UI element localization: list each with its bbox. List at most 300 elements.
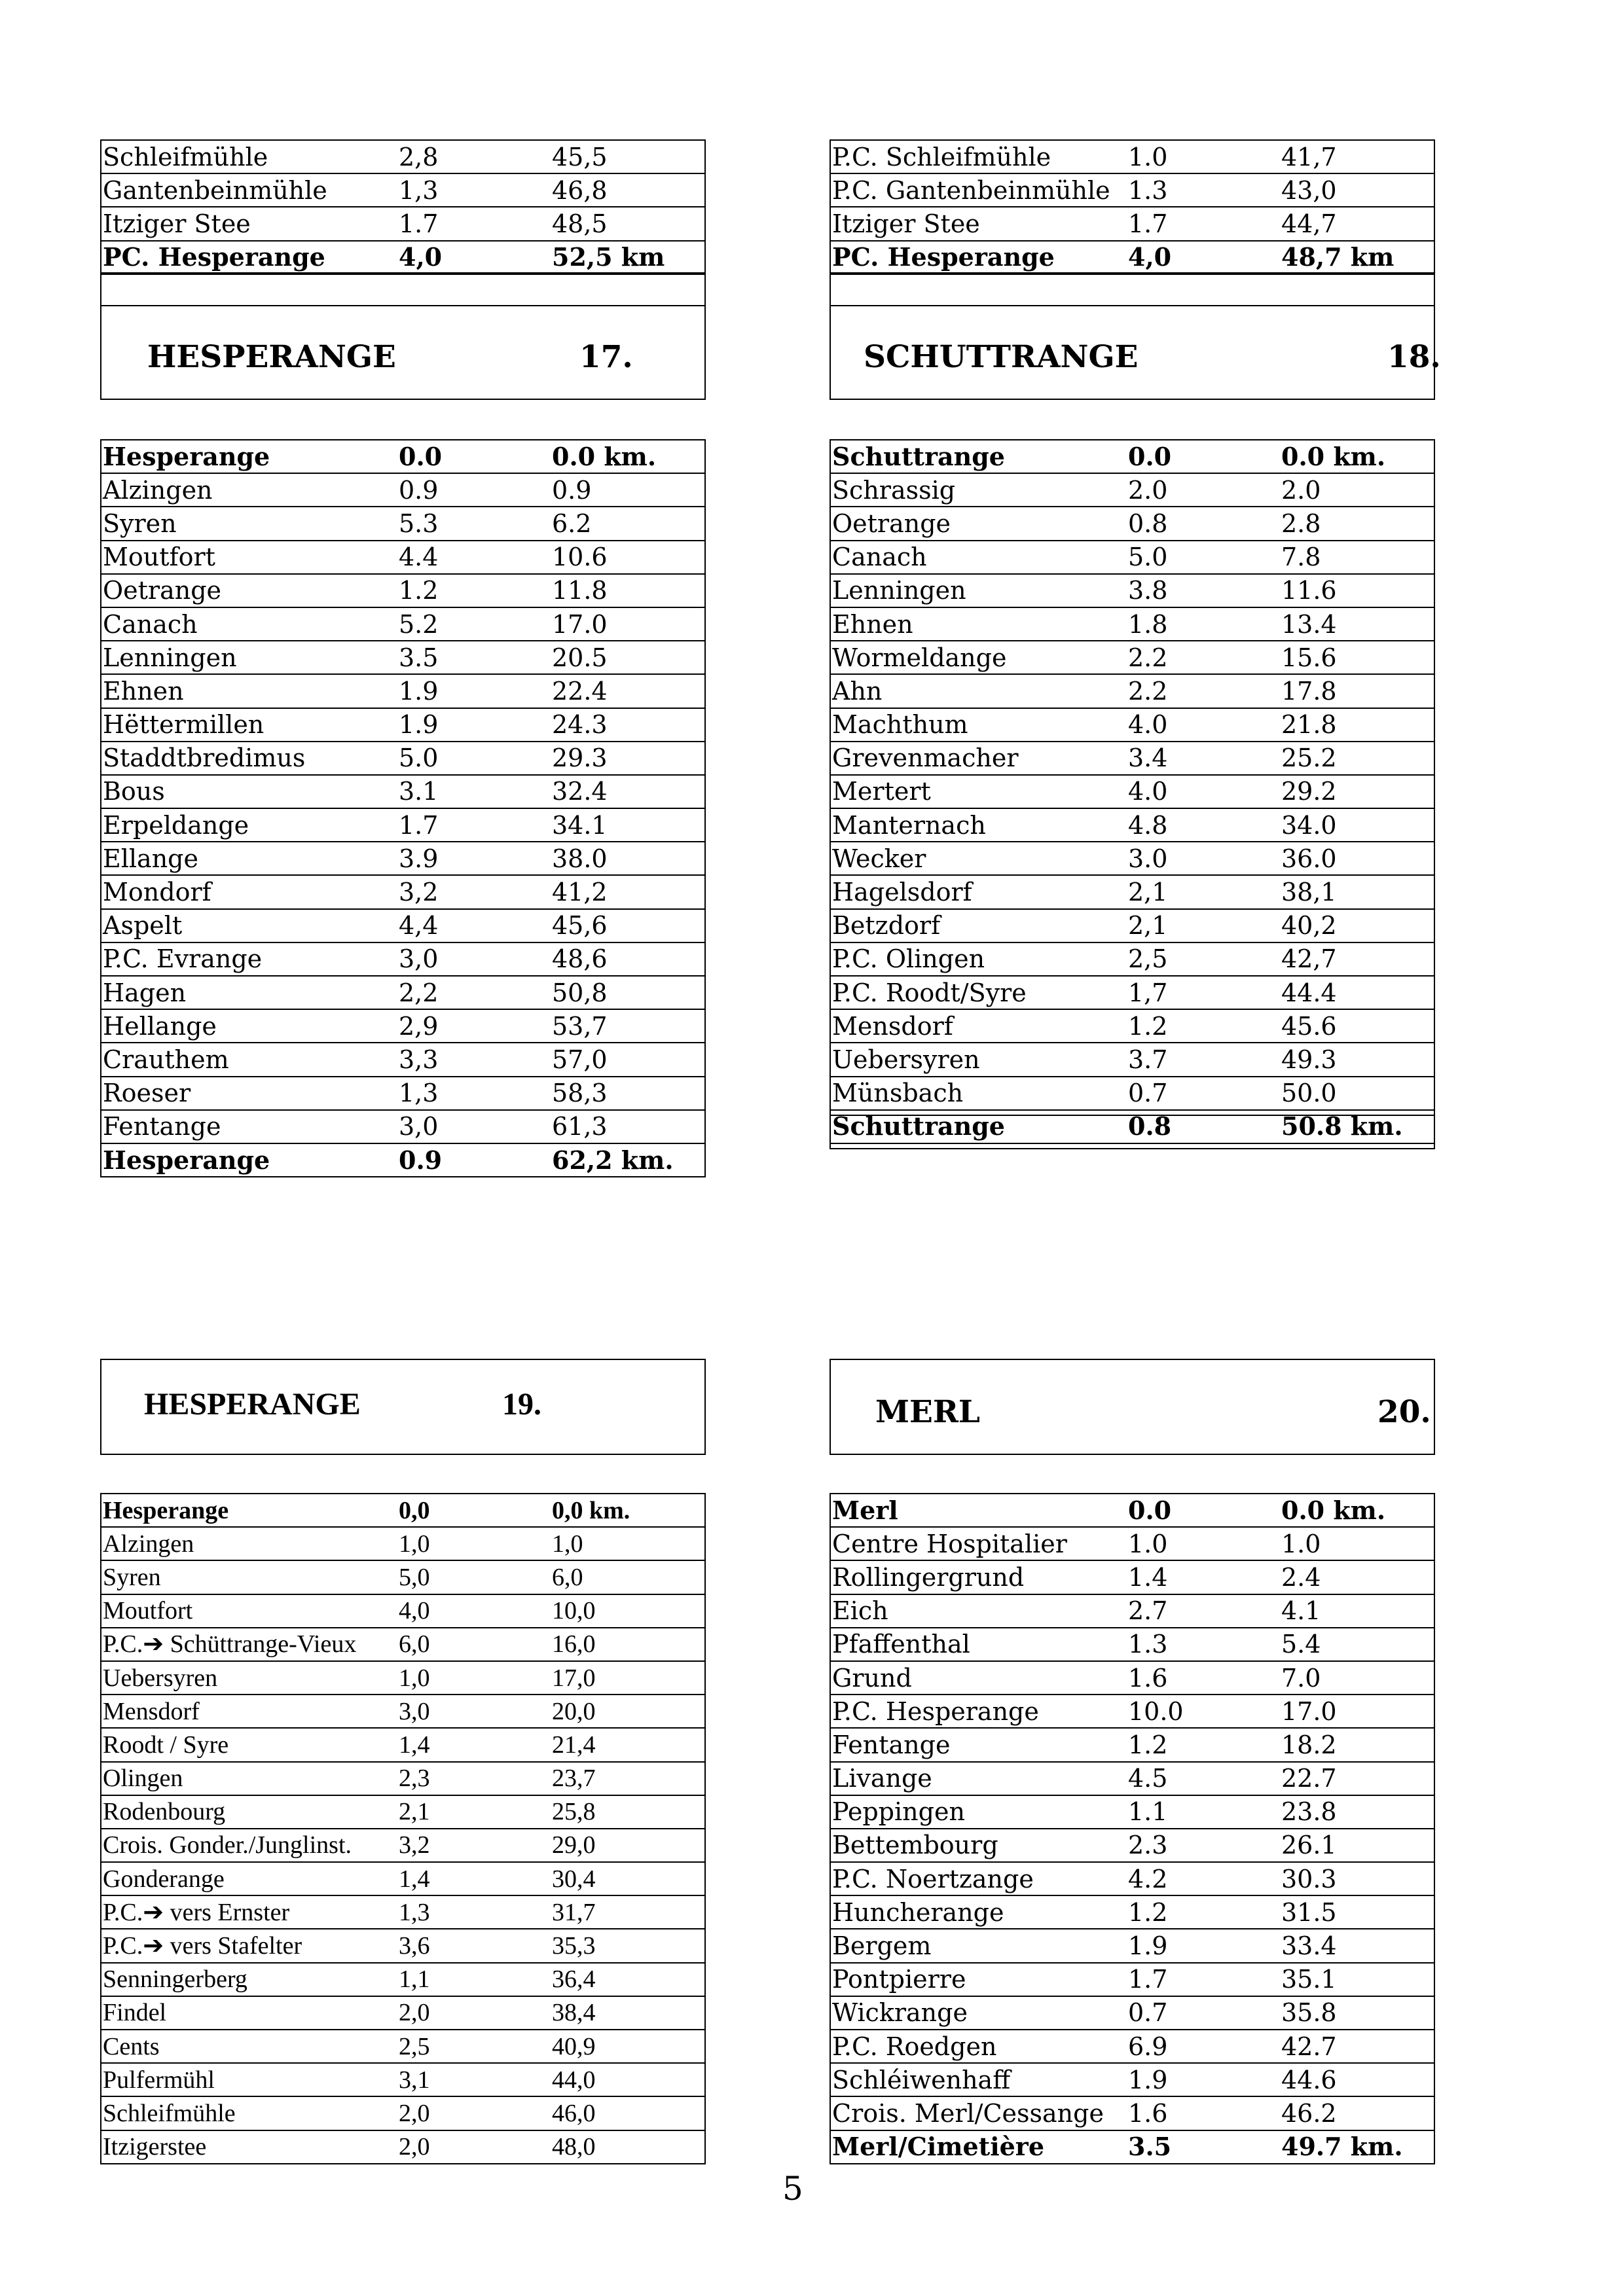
distance-cell: 2.3 bbox=[1127, 1829, 1280, 1862]
place-cell: Schléiwenhaff bbox=[830, 2063, 1127, 2096]
total-cell: 20.5 bbox=[551, 641, 705, 674]
place-cell: Ehnen bbox=[101, 674, 397, 708]
total-cell: 50.0 bbox=[1280, 1077, 1434, 1110]
route-20-title-box bbox=[830, 1359, 1435, 1455]
distance-cell: 1,0 bbox=[397, 1661, 551, 1695]
place-cell: Fentange bbox=[830, 1728, 1127, 1761]
distance-cell: 3.1 bbox=[397, 775, 551, 808]
table-row bbox=[101, 1110, 705, 1143]
distance-cell: 5.3 bbox=[397, 507, 551, 540]
table-row bbox=[101, 207, 705, 240]
distance-cell: 0.7 bbox=[1127, 1996, 1280, 2030]
table-row bbox=[101, 2130, 705, 2164]
top-left-blank-row bbox=[100, 272, 706, 306]
table-row bbox=[830, 808, 1434, 842]
table-row bbox=[830, 241, 1434, 274]
table-row bbox=[101, 541, 705, 574]
place-cell: Hëttermillen bbox=[101, 708, 397, 742]
total-cell: 53,7 bbox=[551, 1009, 705, 1043]
table-row bbox=[830, 607, 1434, 641]
table-row bbox=[830, 1695, 1434, 1728]
table-row bbox=[830, 1594, 1434, 1628]
table-row bbox=[101, 1594, 705, 1628]
total-cell: 52,5 km bbox=[551, 241, 705, 274]
distance-cell: 1.2 bbox=[397, 574, 551, 607]
table-row bbox=[830, 1494, 1434, 1527]
place-cell: P.C. Noertzange bbox=[830, 1862, 1127, 1895]
table-row bbox=[830, 140, 1434, 173]
total-cell: 58,3 bbox=[551, 1077, 705, 1110]
place-cell: Lenningen bbox=[830, 574, 1127, 607]
table-row bbox=[830, 1043, 1434, 1076]
route-20-table bbox=[830, 1493, 1435, 2164]
table-row bbox=[101, 808, 705, 842]
total-cell: 20,0 bbox=[551, 1695, 705, 1728]
distance-cell: 1.6 bbox=[1127, 1661, 1280, 1695]
distance-cell: 1.0 bbox=[1127, 140, 1280, 173]
place-cell: PC. Hesperange bbox=[101, 241, 397, 274]
table-row bbox=[101, 1795, 705, 1829]
total-cell: 26.1 bbox=[1280, 1829, 1434, 1862]
place-cell: Lenningen bbox=[101, 641, 397, 674]
table-row bbox=[101, 140, 705, 173]
total-cell: 22.7 bbox=[1280, 1762, 1434, 1795]
distance-cell: 2,5 bbox=[397, 2030, 551, 2063]
total-cell: 46,0 bbox=[551, 2096, 705, 2130]
table-row bbox=[101, 1077, 705, 1110]
total-cell: 44,0 bbox=[551, 2063, 705, 2096]
distance-cell: 1,3 bbox=[397, 1895, 551, 1929]
total-cell: 38,4 bbox=[551, 1996, 705, 2030]
total-cell: 31.5 bbox=[1280, 1895, 1434, 1929]
distance-cell: 4,0 bbox=[397, 241, 551, 274]
table-row bbox=[101, 942, 705, 976]
table-row bbox=[101, 1661, 705, 1695]
distance-cell: 4,4 bbox=[397, 909, 551, 942]
table-row bbox=[101, 842, 705, 875]
distance-cell: 2.2 bbox=[1127, 641, 1280, 674]
total-cell: 38,1 bbox=[1280, 875, 1434, 908]
place-cell: Hesperange bbox=[101, 1494, 397, 1527]
table-row bbox=[101, 173, 705, 207]
table-row bbox=[830, 976, 1434, 1009]
table-row bbox=[101, 1043, 705, 1076]
total-cell: 11.6 bbox=[1280, 574, 1434, 607]
total-cell: 0.0 km. bbox=[1280, 440, 1434, 473]
total-cell: 10,0 bbox=[551, 1594, 705, 1628]
distance-cell: 1.1 bbox=[1127, 1795, 1280, 1829]
total-cell: 7.0 bbox=[1280, 1661, 1434, 1695]
total-cell: 17.8 bbox=[1280, 674, 1434, 708]
total-cell: 34.1 bbox=[551, 808, 705, 842]
distance-cell: 1.0 bbox=[1127, 1527, 1280, 1560]
distance-cell: 1.2 bbox=[1127, 1895, 1280, 1929]
distance-cell: 2,0 bbox=[397, 1996, 551, 2030]
total-cell: 50,8 bbox=[551, 976, 705, 1009]
table-row bbox=[830, 875, 1434, 908]
distance-cell: 1.3 bbox=[1127, 1628, 1280, 1661]
place-cell: P.C. Evrange bbox=[101, 942, 397, 976]
distance-cell: 3.5 bbox=[397, 641, 551, 674]
total-cell: 50.8 km. bbox=[1280, 1110, 1434, 1143]
place-cell: Pfaffenthal bbox=[830, 1628, 1127, 1661]
place-cell: Mertert bbox=[830, 775, 1127, 808]
table-row bbox=[101, 1829, 705, 1862]
distance-cell: 4.0 bbox=[1127, 708, 1280, 742]
table-row bbox=[101, 1762, 705, 1795]
distance-cell: 3.7 bbox=[1127, 1043, 1280, 1076]
distance-cell: 1,4 bbox=[397, 1728, 551, 1761]
table-row bbox=[830, 440, 1434, 473]
place-cell: Uebersyren bbox=[830, 1043, 1127, 1076]
table-row bbox=[101, 2030, 705, 2063]
place-cell: Rollingergrund bbox=[830, 1560, 1127, 1594]
place-cell: P.C. Gantenbeinmühle bbox=[830, 173, 1127, 207]
place-cell: Findel bbox=[101, 1996, 397, 2030]
distance-cell: 0.0 bbox=[397, 440, 551, 473]
place-cell: Roeser bbox=[101, 1077, 397, 1110]
place-cell: Crois. Merl/Cessange bbox=[830, 2096, 1127, 2130]
distance-cell: 4.8 bbox=[1127, 808, 1280, 842]
place-cell: Pontpierre bbox=[830, 1963, 1127, 1996]
place-cell: Oetrange bbox=[101, 574, 397, 607]
distance-cell: 2,0 bbox=[397, 2130, 551, 2164]
table-row bbox=[101, 507, 705, 540]
distance-cell: 1.9 bbox=[1127, 2063, 1280, 2096]
total-cell: 1,0 bbox=[551, 1527, 705, 1560]
total-cell: 41,2 bbox=[551, 875, 705, 908]
distance-cell: 1.9 bbox=[397, 674, 551, 708]
distance-cell: 3.4 bbox=[1127, 742, 1280, 775]
place-cell: Canach bbox=[101, 607, 397, 641]
place-cell: Wecker bbox=[830, 842, 1127, 875]
place-cell: Alzingen bbox=[101, 1527, 397, 1560]
total-cell: 0.0 km. bbox=[551, 440, 705, 473]
distance-cell: 0.7 bbox=[1127, 1077, 1280, 1110]
distance-cell: 1,0 bbox=[397, 1527, 551, 1560]
table-row bbox=[101, 1494, 705, 1527]
total-cell: 46.2 bbox=[1280, 2096, 1434, 2130]
distance-cell: 0.8 bbox=[1127, 1110, 1280, 1143]
total-cell: 34.0 bbox=[1280, 808, 1434, 842]
table-row bbox=[101, 473, 705, 507]
distance-cell: 1.7 bbox=[1127, 1963, 1280, 1996]
total-cell: 23,7 bbox=[551, 1762, 705, 1795]
total-cell: 42.7 bbox=[1280, 2030, 1434, 2063]
distance-cell: 2,8 bbox=[397, 140, 551, 173]
table-row bbox=[101, 875, 705, 908]
place-cell: Livange bbox=[830, 1762, 1127, 1795]
route-18-number: 18. bbox=[1387, 339, 1441, 375]
distance-cell: 2,1 bbox=[1127, 909, 1280, 942]
place-cell: Olingen bbox=[101, 1762, 397, 1795]
table-row bbox=[101, 1862, 705, 1895]
place-cell: Hesperange bbox=[101, 1143, 397, 1177]
total-cell: 18.2 bbox=[1280, 1728, 1434, 1761]
distance-cell: 1,3 bbox=[397, 1077, 551, 1110]
total-cell: 0.0 km. bbox=[1280, 1494, 1434, 1527]
place-cell: Bergem bbox=[830, 1929, 1127, 1962]
distance-cell: 1,7 bbox=[1127, 976, 1280, 1009]
distance-cell: 2,2 bbox=[397, 976, 551, 1009]
distance-cell: 0.0 bbox=[1127, 440, 1280, 473]
table-row bbox=[101, 1695, 705, 1728]
place-cell: Schrassig bbox=[830, 473, 1127, 507]
table-row bbox=[101, 2063, 705, 2096]
table-row bbox=[101, 742, 705, 775]
route-20-number: 20. bbox=[1377, 1394, 1431, 1430]
place-cell: Bettembourg bbox=[830, 1829, 1127, 1862]
table-row bbox=[830, 708, 1434, 742]
place-cell: Centre Hospitalier bbox=[830, 1527, 1127, 1560]
place-cell: Grevenmacher bbox=[830, 742, 1127, 775]
place-cell: Fentange bbox=[101, 1110, 397, 1143]
page-number: 5 bbox=[782, 2170, 803, 2208]
table-row bbox=[830, 842, 1434, 875]
place-cell: Pulfermühl bbox=[101, 2063, 397, 2096]
distance-cell: 5.2 bbox=[397, 607, 551, 641]
total-cell: 62,2 km. bbox=[551, 1143, 705, 1177]
total-cell: 44.4 bbox=[1280, 976, 1434, 1009]
total-cell: 13.4 bbox=[1280, 607, 1434, 641]
route-19-name: HESPERANGE bbox=[144, 1387, 361, 1422]
table-row bbox=[101, 1963, 705, 1996]
distance-cell: 0.9 bbox=[397, 473, 551, 507]
total-cell: 25,8 bbox=[551, 1795, 705, 1829]
route-18-table bbox=[830, 439, 1435, 1144]
table-row bbox=[101, 440, 705, 473]
table-row bbox=[830, 641, 1434, 674]
total-cell: 17.0 bbox=[1280, 1695, 1434, 1728]
total-cell: 0.9 bbox=[551, 473, 705, 507]
total-cell: 61,3 bbox=[551, 1110, 705, 1143]
distance-cell: 1.9 bbox=[1127, 1929, 1280, 1962]
total-cell: 21.8 bbox=[1280, 708, 1434, 742]
total-cell: 35,3 bbox=[551, 1929, 705, 1962]
table-row bbox=[830, 173, 1434, 207]
total-cell: 29.3 bbox=[551, 742, 705, 775]
table-row bbox=[101, 1009, 705, 1043]
place-cell: Uebersyren bbox=[101, 1661, 397, 1695]
route-17-table bbox=[100, 439, 706, 1177]
place-cell: P.C. Schleifmühle bbox=[830, 140, 1127, 173]
table-row bbox=[101, 1560, 705, 1594]
place-cell: Merl/Cimetière bbox=[830, 2130, 1127, 2164]
table-row bbox=[830, 1829, 1434, 1862]
total-cell: 24.3 bbox=[551, 708, 705, 742]
total-cell: 32.4 bbox=[551, 775, 705, 808]
distance-cell: 5,0 bbox=[397, 1560, 551, 1594]
total-cell: 1.0 bbox=[1280, 1527, 1434, 1560]
distance-cell: 5.0 bbox=[1127, 541, 1280, 574]
table-row bbox=[830, 541, 1434, 574]
distance-cell: 3.5 bbox=[1127, 2130, 1280, 2164]
place-cell: Schuttrange bbox=[830, 440, 1127, 473]
place-cell: P.C. Olingen bbox=[830, 942, 1127, 976]
total-cell: 23.8 bbox=[1280, 1795, 1434, 1829]
total-cell: 46,8 bbox=[551, 173, 705, 207]
total-cell: 0,0 km. bbox=[551, 1494, 705, 1527]
distance-cell: 4,0 bbox=[397, 1594, 551, 1628]
place-cell: Moutfort bbox=[101, 541, 397, 574]
total-cell: 6.2 bbox=[551, 507, 705, 540]
place-cell: Ahn bbox=[830, 674, 1127, 708]
distance-cell: 0.9 bbox=[397, 1143, 551, 1177]
distance-cell: 1.7 bbox=[397, 808, 551, 842]
distance-cell: 2,1 bbox=[397, 1795, 551, 1829]
total-cell: 5.4 bbox=[1280, 1628, 1434, 1661]
place-cell: Wickrange bbox=[830, 1996, 1127, 2030]
distance-cell: 1.9 bbox=[397, 708, 551, 742]
table-row bbox=[830, 507, 1434, 540]
table-row bbox=[101, 708, 705, 742]
distance-cell: 3,3 bbox=[397, 1043, 551, 1076]
place-cell: Crois. Gonder./Junglinst. bbox=[101, 1829, 397, 1862]
total-cell: 38.0 bbox=[551, 842, 705, 875]
distance-cell: 3,2 bbox=[397, 1829, 551, 1862]
distance-cell: 4.2 bbox=[1127, 1862, 1280, 1895]
table-row bbox=[101, 976, 705, 1009]
total-cell: 44,7 bbox=[1280, 207, 1434, 240]
route-18-title-box bbox=[830, 305, 1441, 400]
route-17-title-box bbox=[100, 305, 706, 400]
table-row bbox=[830, 1661, 1434, 1695]
total-cell: 48,5 bbox=[551, 207, 705, 240]
place-cell: P.C. Roedgen bbox=[830, 2030, 1127, 2063]
total-cell: 2.0 bbox=[1280, 473, 1434, 507]
place-cell: P.C.➔ vers Stafelter bbox=[101, 1929, 397, 1962]
place-cell: Hellange bbox=[101, 1009, 397, 1043]
table-row bbox=[830, 942, 1434, 976]
total-cell: 42,7 bbox=[1280, 942, 1434, 976]
place-cell: Staddtbredimus bbox=[101, 742, 397, 775]
distance-cell: 2,1 bbox=[1127, 875, 1280, 908]
total-cell: 57,0 bbox=[551, 1043, 705, 1076]
distance-cell: 1.7 bbox=[1127, 207, 1280, 240]
distance-cell: 3,1 bbox=[397, 2063, 551, 2096]
top-right-table bbox=[830, 139, 1435, 275]
distance-cell: 1.8 bbox=[1127, 607, 1280, 641]
table-row bbox=[101, 574, 705, 607]
table-row bbox=[830, 1728, 1434, 1761]
distance-cell: 1,1 bbox=[397, 1963, 551, 1996]
table-row bbox=[830, 775, 1434, 808]
table-row bbox=[830, 1527, 1434, 1560]
distance-cell: 3,2 bbox=[397, 875, 551, 908]
total-cell: 22.4 bbox=[551, 674, 705, 708]
distance-cell: 3.9 bbox=[397, 842, 551, 875]
place-cell: Bous bbox=[101, 775, 397, 808]
place-cell: Ellange bbox=[101, 842, 397, 875]
distance-cell: 2,5 bbox=[1127, 942, 1280, 976]
route-20-name: MERL bbox=[875, 1394, 980, 1430]
place-cell: Canach bbox=[830, 541, 1127, 574]
table-row bbox=[830, 2030, 1434, 2063]
place-cell: Machthum bbox=[830, 708, 1127, 742]
distance-cell: 4,0 bbox=[1127, 241, 1280, 274]
total-cell: 35.8 bbox=[1280, 1996, 1434, 2030]
total-cell: 21,4 bbox=[551, 1728, 705, 1761]
table-row bbox=[101, 1895, 705, 1929]
distance-cell: 0.8 bbox=[1127, 507, 1280, 540]
place-cell: PC. Hesperange bbox=[830, 241, 1127, 274]
distance-cell: 4.5 bbox=[1127, 1762, 1280, 1795]
total-cell: 40,2 bbox=[1280, 909, 1434, 942]
total-cell: 16,0 bbox=[551, 1628, 705, 1661]
place-cell: Mondorf bbox=[101, 875, 397, 908]
table-row bbox=[830, 1762, 1434, 1795]
total-cell: 36.0 bbox=[1280, 842, 1434, 875]
table-row bbox=[101, 1996, 705, 2030]
distance-cell: 3.8 bbox=[1127, 574, 1280, 607]
place-cell: Alzingen bbox=[101, 473, 397, 507]
place-cell: Syren bbox=[101, 1560, 397, 1594]
table-row bbox=[830, 1963, 1434, 1996]
total-cell: 44.6 bbox=[1280, 2063, 1434, 2096]
table-row bbox=[101, 1929, 705, 1962]
distance-cell: 2.7 bbox=[1127, 1594, 1280, 1628]
table-row bbox=[830, 1009, 1434, 1043]
place-cell: Gonderange bbox=[101, 1862, 397, 1895]
table-row bbox=[101, 2096, 705, 2130]
total-cell: 30.3 bbox=[1280, 1862, 1434, 1895]
place-cell: Manternach bbox=[830, 808, 1127, 842]
table-row bbox=[830, 473, 1434, 507]
table-row bbox=[830, 1077, 1434, 1110]
place-cell: Rodenbourg bbox=[101, 1795, 397, 1829]
place-cell: Gantenbeinmühle bbox=[101, 173, 397, 207]
route-19-table bbox=[100, 1493, 706, 2164]
table-row bbox=[830, 1560, 1434, 1594]
table-row bbox=[830, 1795, 1434, 1829]
distance-cell: 2.2 bbox=[1127, 674, 1280, 708]
table-row bbox=[830, 1929, 1434, 1962]
total-cell: 17,0 bbox=[551, 1661, 705, 1695]
total-cell: 33.4 bbox=[1280, 1929, 1434, 1962]
distance-cell: 1.7 bbox=[397, 207, 551, 240]
total-cell: 48,0 bbox=[551, 2130, 705, 2164]
table-row bbox=[101, 1728, 705, 1761]
total-cell: 10.6 bbox=[551, 541, 705, 574]
distance-cell: 1.2 bbox=[1127, 1009, 1280, 1043]
place-cell: Hagelsdorf bbox=[830, 875, 1127, 908]
place-cell: Cents bbox=[101, 2030, 397, 2063]
total-cell: 29,0 bbox=[551, 1829, 705, 1862]
place-cell: Schleifmühle bbox=[101, 140, 397, 173]
total-cell: 40,9 bbox=[551, 2030, 705, 2063]
place-cell: Peppingen bbox=[830, 1795, 1127, 1829]
place-cell: Aspelt bbox=[101, 909, 397, 942]
total-cell: 2.8 bbox=[1280, 507, 1434, 540]
distance-cell: 1,4 bbox=[397, 1862, 551, 1895]
route-18-blank-row bbox=[830, 1115, 1435, 1149]
table-row bbox=[101, 607, 705, 641]
table-row bbox=[830, 2063, 1434, 2096]
route-19-number: 19. bbox=[502, 1387, 541, 1422]
distance-cell: 3,0 bbox=[397, 942, 551, 976]
table-row bbox=[830, 207, 1434, 240]
total-cell: 7.8 bbox=[1280, 541, 1434, 574]
total-cell: 17.0 bbox=[551, 607, 705, 641]
table-row bbox=[830, 2130, 1434, 2164]
place-cell: Moutfort bbox=[101, 1594, 397, 1628]
distance-cell: 2.0 bbox=[1127, 473, 1280, 507]
table-row bbox=[101, 1628, 705, 1661]
place-cell: Merl bbox=[830, 1494, 1127, 1527]
total-cell: 25.2 bbox=[1280, 742, 1434, 775]
table-row bbox=[830, 1628, 1434, 1661]
place-cell: Itzigerstee bbox=[101, 2130, 397, 2164]
